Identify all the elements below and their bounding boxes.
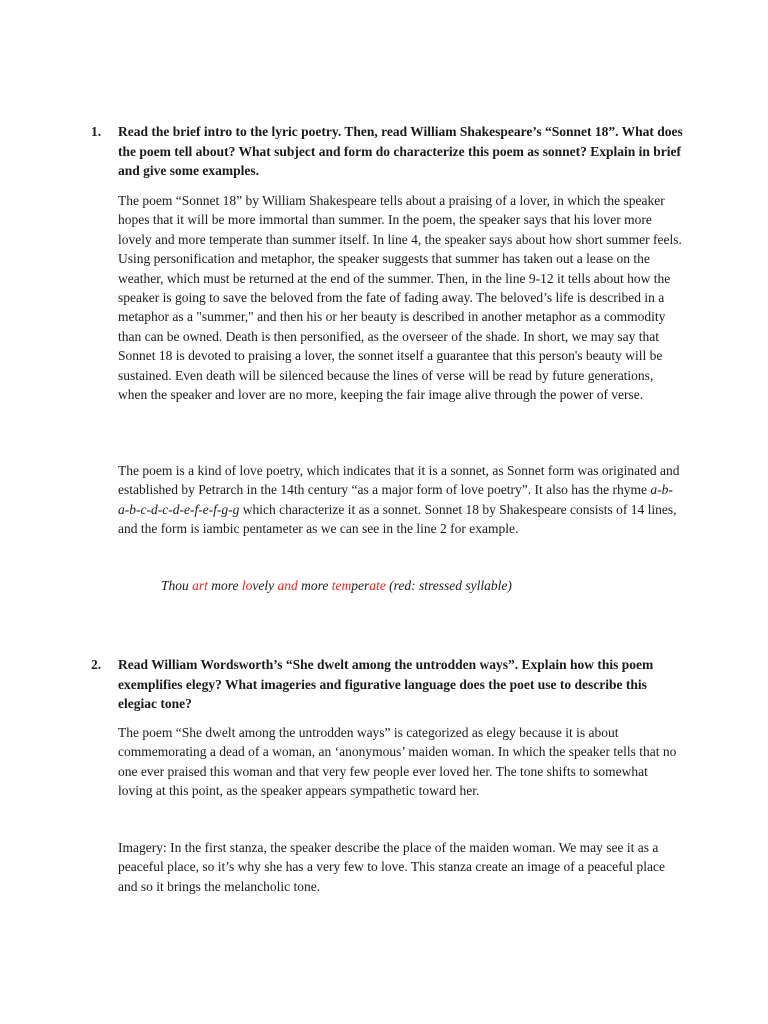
question-2-answer-paragraph-1: The poem “She dwelt among the untrodden ways” is categorized as elegy because it is about commemorating a dead of a woman, an ‘anonymous’ maiden woman. In which the speaker tells that no one ever praised this woman and that very few people ever loved her. The tone shifts to somewhat loving at this point, as the speaker appears sympathetic toward her. <box>118 725 677 799</box>
rhyme-scheme: a-b-a-b-c-d-c-d-e-f-e-f-g-g <box>118 482 673 517</box>
paragraph-text-after-rhyme: which characterize it as a sonnet. Sonnet 18 by Shakespeare consists of 14 lines, and the form is iambic pentameter as we can see in the line 2 for example. <box>118 501 677 537</box>
question-1-answer-paragraph-2 <box>118 461 684 539</box>
question-2-answer-paragraph-2: Imagery: In the first stanza, the speaker describe the place of the maiden woman. We may see it as a peaceful place, so it’s why she has a very few to love. This stanza create an image of a peaceful place and so it brings the melancholic tone. <box>118 840 666 894</box>
iambic-example-line <box>161 576 512 595</box>
stressed-syllable: and <box>277 578 298 593</box>
example-word: vely <box>252 578 278 593</box>
stressed-syllable: ate <box>369 578 386 593</box>
question-1-prompt: Read the brief intro to the lyric poetry. Then, read William Shakespeare’s “Sonnet 18”. What does the poem tell about? What subject and form do characterize this poem as sonnet? Explain in brief and give some examples. <box>118 124 683 178</box>
stressed-syllable: art <box>192 578 208 593</box>
example-word: per <box>351 578 370 593</box>
question-1-answer-paragraph-1: The poem “Sonnet 18” by William Shakespeare tells about a praising of a lover, in which the speaker hopes that it will be more immortal than summer. In the poem, the speaker says that his lover more lovely and more temperate than summer itself. In line 4, the speaker says about how short summer feels. Using personification and metaphor, the speaker suggests that summer has taken out a lease on the weather, which must be returned at the end of the summer. Then, in the line 9-12 it tells about how the speaker is going to save the beloved from the fate of fading away. The beloved’s life is described in a metaphor as a "summer," and then his or her beauty is described in another metaphor as a commodity than can be owned. Death is then personified, as the overseer of the shade. In short, we may say that Sonnet 18 is devoted to praising a lover, the sonnet itself a guarantee that this person's beauty will be sustained. Even death will be silenced because the lines of verse will be read by future generations, when the speaker and lover are no more, keeping the fair image alive through the power of verse. <box>118 193 682 403</box>
question-2-number: 2. <box>91 657 102 672</box>
stressed-syllable: tem <box>331 578 352 593</box>
example-note: (red: stressed syllable) <box>385 578 512 593</box>
question-2-prompt: Read William Wordsworth’s “She dwelt among the untrodden ways”. Explain how this poem exemplifies elegy? What imageries and figurative language does the poet use to describe this elegiac tone? <box>118 657 654 711</box>
example-word: more <box>207 578 242 593</box>
example-word: Thou <box>161 578 193 593</box>
paragraph-text-before-rhyme: The poem is a kind of love poetry, which indicates that it is a sonnet, as Sonnet form was originated and established by Petrarch in the 14th century “as a major form of love poetry”. It also has the rhyme <box>118 463 680 498</box>
question-1-number: 1. <box>91 124 102 139</box>
stressed-syllable: lo <box>241 578 253 593</box>
example-word: more <box>297 578 332 593</box>
